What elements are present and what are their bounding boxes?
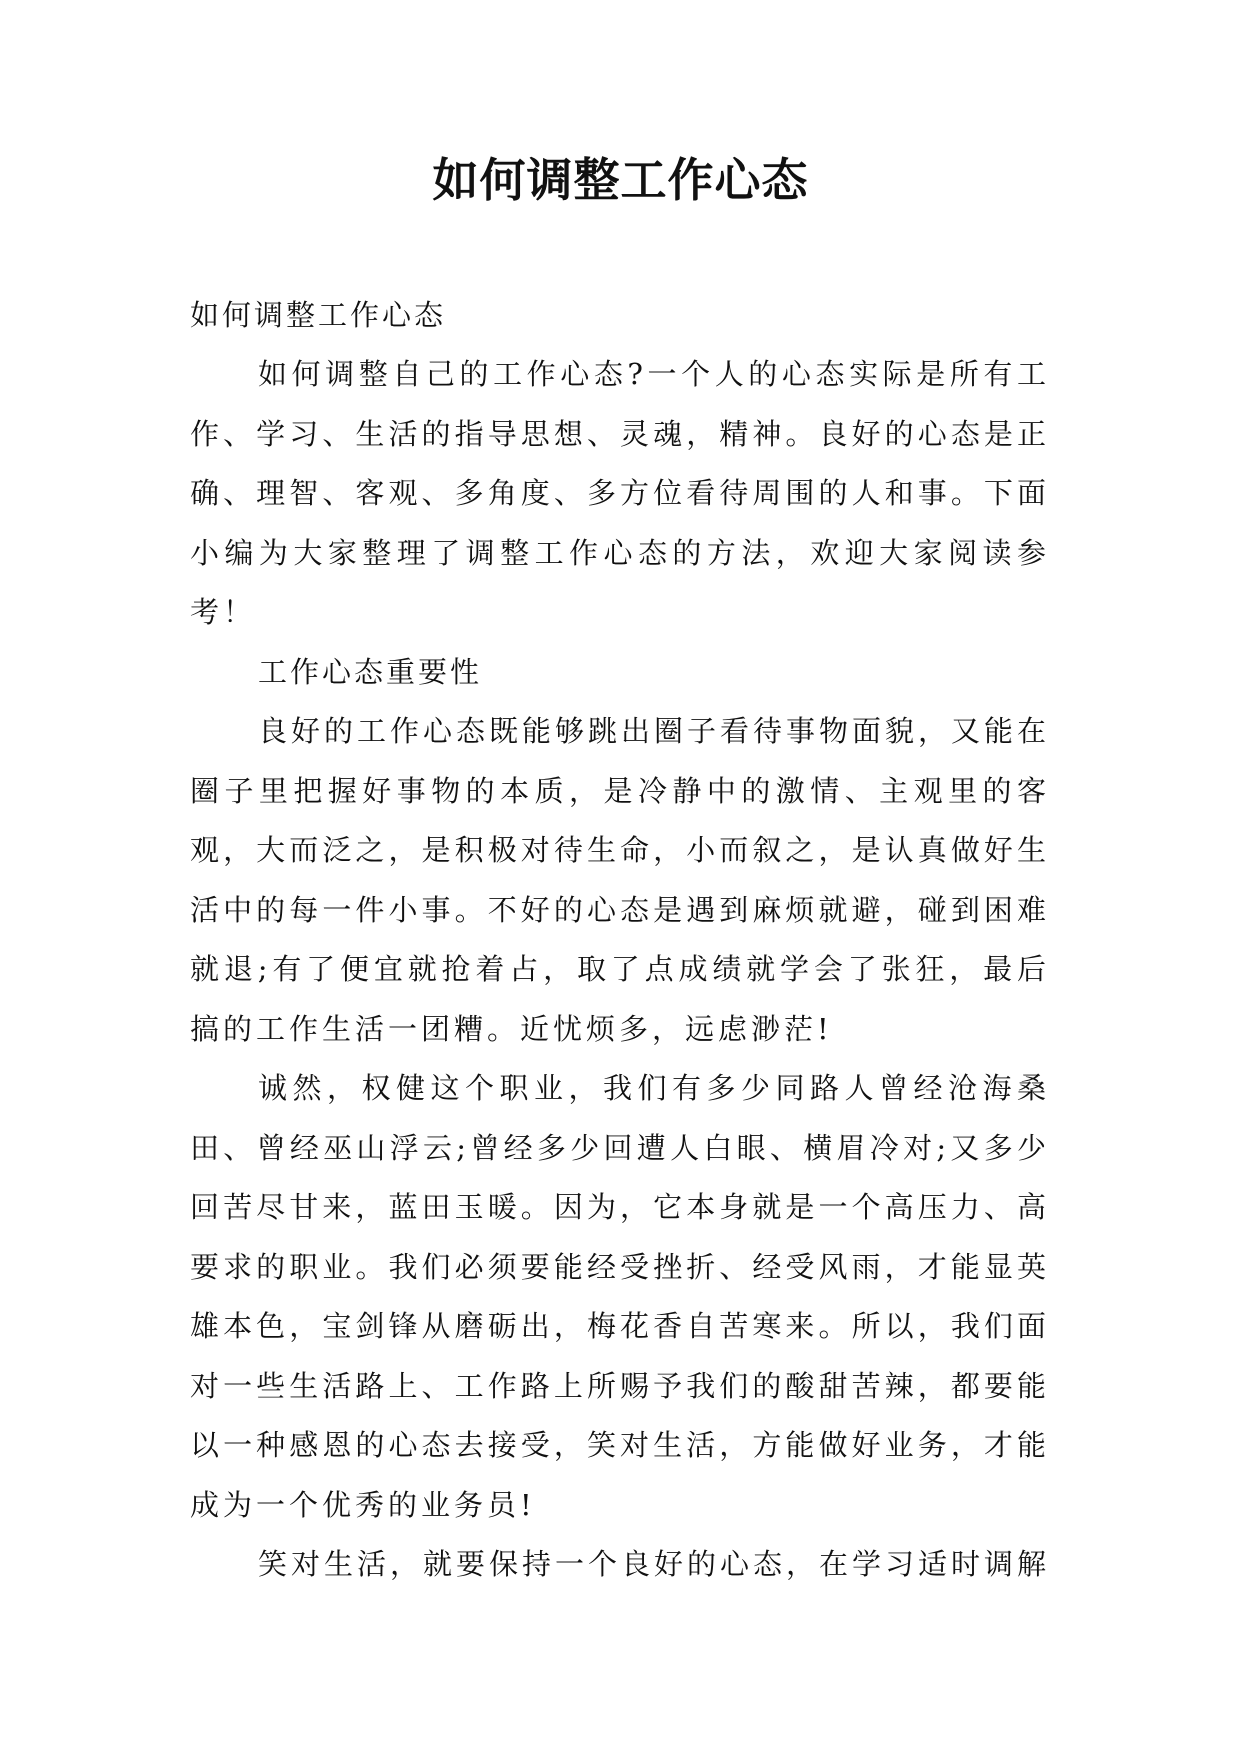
paragraph-good-attitude: 良好的工作心态既能够跳出圈子看待事物面貌，又能在圈子里把握好事物的本质，是冷静中的激情、主观里的客观，大而泛之，是积极对待生命，小而叙之，是认真做好生活中的每一件小事。不好的心态是遇到麻烦就避，碰到困难就退;有了便宜就抢着占，取了点成绩就学会了张狂，最后搞的工作生活一团糟。近忧烦多，远虑渺茫! <box>190 714 1051 1046</box>
document-body <box>190 285 1050 1595</box>
document-subtitle: 如何调整工作心态 <box>190 298 447 332</box>
paragraph-smile-at-life: 笑对生活，就要保持一个良好的心态，在学习适时调解 <box>258 1547 1051 1581</box>
section-heading-importance: 工作心态重要性 <box>258 654 483 689</box>
paragraph-intro: 如何调整自己的工作心态?一个人的心态实际是所有工作、学习、生活的指导思想、灵魂，精神。良好的心态是正确、理智、客观、多角度、多方位看待周围的人和事。下面小编为大家整理了调整工作心态的方法，欢迎大家阅读参考！ <box>190 357 1050 629</box>
document-title: 如何调整工作心态 <box>432 153 809 207</box>
paragraph-profession: 诚然，权健这个职业，我们有多少同路人曾经沧海桑田、曾经巫山浮云;曾经多少回遭人白眼、横眉冷对;又多少回苦尽甘来，蓝田玉暖。因为，它本身就是一个高压力、高要求的职业。我们必须要能经受挫折、经受风雨，才能显英雄本色，宝剑锋从磨砺出，梅花香自苦寒来。所以，我们面对一些生活路上、工作路上所赐予我们的酸甜苦辣，都要能以一种感恩的心态去接受，笑对生活，方能做好业务，才能成为一个优秀的业务员! <box>190 1071 1050 1522</box>
